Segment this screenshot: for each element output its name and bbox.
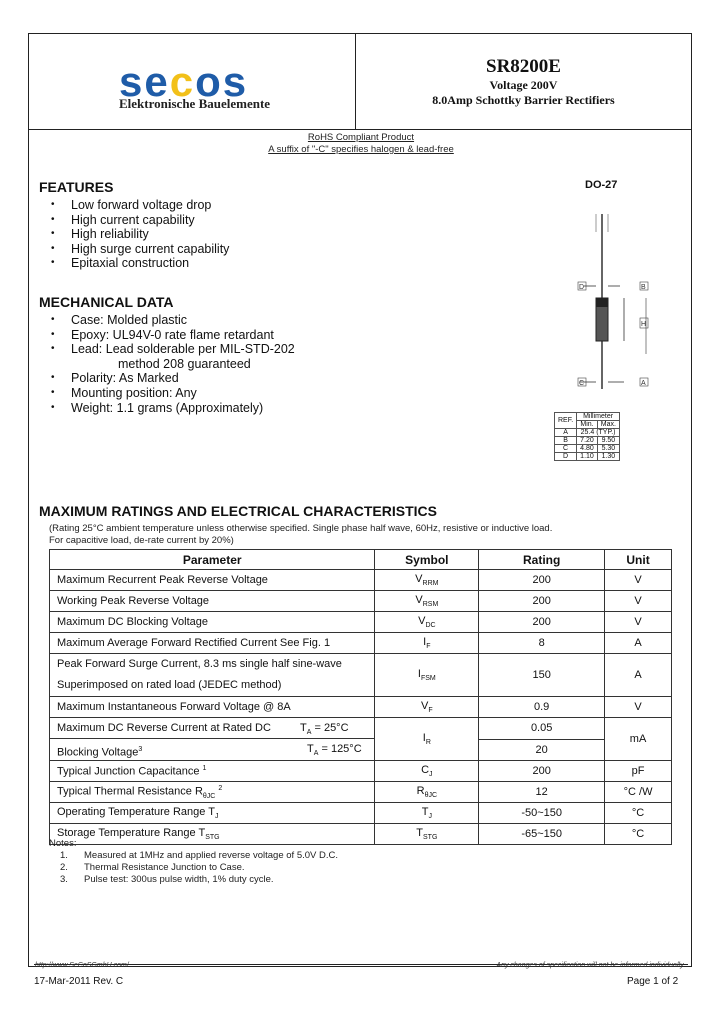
page-frame xyxy=(28,33,692,967)
header-title-box xyxy=(356,34,691,130)
table-row-vrrm: Maximum Recurrent Peak Reverse Voltage $V_{RRM}$ 200 V xyxy=(50,570,672,591)
list-item: • Low forward voltage drop xyxy=(51,198,229,213)
part-number: SR8200E xyxy=(486,56,561,77)
rohs-line-1: RoHS Compliant Product xyxy=(307,132,415,143)
dim-unit-header: Millimeter xyxy=(577,413,620,421)
list-item: • High reliability xyxy=(51,227,229,242)
table-row: A 25.4 (TYP.) xyxy=(555,429,620,437)
voltage-rating: Voltage 200V xyxy=(489,78,558,92)
list-item: • Epitaxial construction xyxy=(51,256,229,271)
table-row: B 7.20 9.50 xyxy=(555,437,620,445)
dimension-label-c: C xyxy=(579,380,585,387)
list-item: • Polarity: As Marked xyxy=(51,371,295,386)
list-item: method 208 guaranteed xyxy=(118,356,251,371)
footer-url[interactable]: http://www.SeCoSGmbH.com/ xyxy=(35,962,129,969)
diode-outline-drawing xyxy=(544,214,654,389)
list-item: • High surge current capability xyxy=(51,242,229,257)
table-row-vrsm: Working Peak Reverse Voltage $V_{RSM}$ 200 V xyxy=(50,591,672,612)
features-list xyxy=(51,198,229,271)
table-row-vdc: Maximum DC Blocking Voltage $V_{DC}$ 200 V xyxy=(50,612,672,633)
company-name: Elektronische Bauelemente xyxy=(119,96,271,111)
table-row-ir-2: 20 xyxy=(50,739,672,761)
rohs-line-2: A suffix of "-C" specifies halogen & lead-free xyxy=(268,144,454,155)
note-item: 2. Thermal Resistance Junction to Case. xyxy=(60,862,245,873)
table-row-cj: Typical Junction Capacitance $^1$ $C_J$ 200 pF xyxy=(50,761,672,782)
footer-disclaimer: Any changes of specification will not be informed individually. xyxy=(496,962,685,969)
ratings-table xyxy=(49,549,672,845)
table-row-rth: Typical Thermal Resistance $R_{\theta JC}$ $^2$ $R_{\theta JC}$ 12 °C /W xyxy=(50,782,672,803)
mechanical-title: MECHANICAL DATA xyxy=(39,294,174,310)
table-row-if: Maximum Average Forward Rectified Current See Fig. 1 $I_F$ 8 A xyxy=(50,633,672,654)
ratings-note-2: For capacitive load, de-rate current by 20%) xyxy=(49,535,234,546)
note-item: 1. Measured at 1MHz and applied reverse voltage of 5.0V D.C. xyxy=(60,850,338,861)
mechanical-list xyxy=(51,313,295,415)
dimension-label-h: H xyxy=(641,321,647,328)
company-logo: secos xyxy=(119,58,249,105)
table-row-ir: Maximum DC Reverse Current at Rated DC $T_A = 25^\circ C$ Blocking Voltage$^3$ $T_A = 125^\circ C$ $I_R$ 0.05 mA xyxy=(50,718,672,740)
list-item: • Epoxy: UL94V-0 rate flame retardant xyxy=(51,328,295,343)
table-row-tj: Operating Temperature Range $T_J$ $T_J$ -50~150 °C xyxy=(50,803,672,824)
header-rating: Rating xyxy=(479,550,605,570)
notes-title: Notes: xyxy=(49,838,77,849)
dim-max-header: Max. xyxy=(597,421,619,429)
list-item: • High current capability xyxy=(51,213,229,228)
header-unit: Unit xyxy=(605,550,672,570)
dimension-label-d: D xyxy=(579,284,585,291)
table-row-vf: Maximum Instantaneous Forward Voltage @ 8A $V_F$ 0.9 V xyxy=(50,697,672,718)
dimensions-table xyxy=(554,412,620,461)
page-number: Page 1 of 2 xyxy=(627,976,679,987)
list-item: • Mounting position: Any xyxy=(51,386,295,401)
table-row: D 1.10 1.30 xyxy=(555,453,620,461)
list-item: • Lead: Lead solderable per MIL-STD-202 xyxy=(51,342,295,357)
product-description: 8.0Amp Schottky Barrier Rectifiers xyxy=(432,93,615,107)
dim-min-header: Min. xyxy=(577,421,598,429)
dimension-label-a: A xyxy=(641,380,646,387)
header-symbol: Symbol xyxy=(375,550,479,570)
table-row: C 4.80 5.30 xyxy=(555,445,620,453)
table-header-row xyxy=(50,550,672,570)
note-item: 3. Pulse test: 300us pulse width, 1% duty cycle. xyxy=(60,874,274,885)
features-title: FEATURES xyxy=(39,179,114,195)
revision-date: 17-Mar-2011 Rev. C xyxy=(34,976,124,987)
dimension-label-b: B xyxy=(641,284,646,291)
package-name: DO-27 xyxy=(585,179,618,191)
header-parameter: Parameter xyxy=(50,550,375,570)
ratings-title: MAXIMUM RATINGS AND ELECTRICAL CHARACTERISTICS xyxy=(39,503,437,519)
list-item: • Weight: 1.1 grams (Approximately) xyxy=(51,401,295,416)
table-row-ifsm: Peak Forward Surge Current, 8.3 ms single half sine-wave Superimposed on rated load (JEDEC method) $I_{FSM}$ 150 A xyxy=(50,654,672,697)
ratings-note-1: (Rating 25°C ambient temperature unless otherwise specified. Single phase half wave, 60Hz, resistive or inductive load. xyxy=(49,523,553,534)
table-row-tstg: Storage Temperature Range $T_{STG}$ $T_{STG}$ -65~150 °C xyxy=(50,824,672,845)
list-item: • Case: Molded plastic xyxy=(51,313,295,328)
header-logo-box xyxy=(29,34,356,130)
notes-section xyxy=(49,838,338,886)
dim-ref-header: REF. xyxy=(555,413,577,429)
